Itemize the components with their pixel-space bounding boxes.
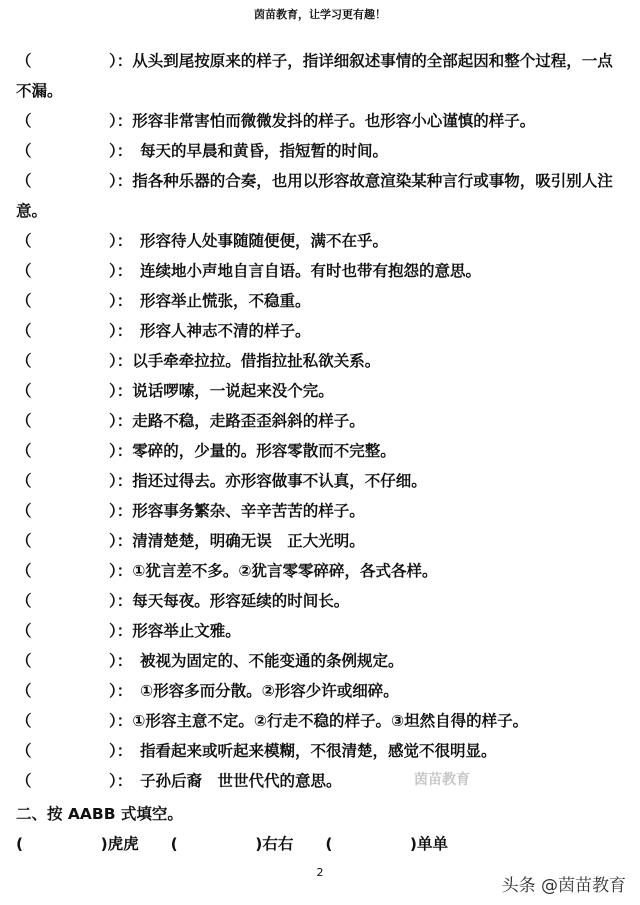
definition-item: （ ）：从头到尾按原来的样子，指详细叙述事情的全部起因和整个过程，一点不漏。 (16, 52, 613, 100)
definition-item: （ ）：指还过得去。亦形容做事不认真，不仔细。 (16, 472, 427, 490)
definition-item: （ ）：走路不稳，走路歪歪斜斜的样子。 (16, 412, 365, 430)
definition-item: （ ）： 每天的早晨和黄昏，指短暂的时间。 (16, 142, 389, 160)
definition-item: （ ）：以手牵牵拉拉。借指拉扯私欲关系。 (16, 352, 381, 370)
definition-item: （ ）：①形容主意不定。②行走不稳的样子。③坦然自得的样子。 (16, 712, 529, 730)
definition-item: （ ）：零碎的，少量的。形容零散而不完整。 (16, 442, 396, 460)
definition-item: （ ）：形容非常害怕而微微发抖的样子。也形容小心谨慎的样子。 (16, 112, 536, 130)
page-header: 茵苗教育，让学习更有趣！ (254, 8, 386, 21)
definition-item: （ ）：说话啰嗦，一说起来没个完。 (16, 382, 334, 400)
source-credit: 头条 @茵苗教育 (501, 876, 626, 896)
definition-item: （ ）： 子孙后裔 世世代代的意思。 (16, 772, 342, 790)
definition-item: （ ）： 连续地小声地自言自语。有时也带有抱怨的意思。 (16, 262, 482, 280)
definition-item: （ ）：形容举止文雅。 (16, 622, 241, 640)
definition-item: （ ）：①犹言差不多。②犹言零零碎碎，各式各样。 (16, 562, 438, 580)
definition-item: （ ）：每天每夜。形容延续的时间长。 (16, 592, 350, 610)
page-number: 2 (316, 866, 324, 879)
definition-item: （ ）：形容事务繁杂、辛辛苦苦的样子。 (16, 502, 365, 520)
definition-item: （ ）： 被视为固定的、不能变通的条例规定。 (16, 652, 404, 670)
definition-item: （ ）：清清楚楚，明确无误 正大光明。 (16, 532, 365, 550)
definition-item: （ ）： 形容人神志不清的样子。 (16, 322, 311, 340)
definition-list (16, 46, 628, 796)
definition-item: （ ）： 形容举止慌张，不稳重。 (16, 292, 311, 310)
watermark: 茵苗教育 (414, 772, 470, 788)
definition-item: （ ）： ①形容多而分散。②形容少许或细碎。 (16, 682, 399, 700)
definition-item: （ ）： 指看起来或听起来模糊，不很清楚，感觉不很明显。 (16, 742, 497, 760)
definition-item: （ ）：指各种乐器的合奏，也用以形容故意渲染某种言行或事物，吸引别人注意。 (16, 172, 613, 220)
fill-blank-dandan: ( )单单 (325, 835, 449, 853)
section-title: 二、按 AABB 式填空。 (16, 805, 183, 823)
definition-item: （ ）： 形容待人处事随随便便，满不在乎。 (16, 232, 389, 250)
fill-blank-huhu: ( )虎虎 (16, 835, 139, 853)
fill-blank-youyou: ( )右右 (170, 835, 294, 853)
aabb-fill-row (16, 832, 448, 854)
